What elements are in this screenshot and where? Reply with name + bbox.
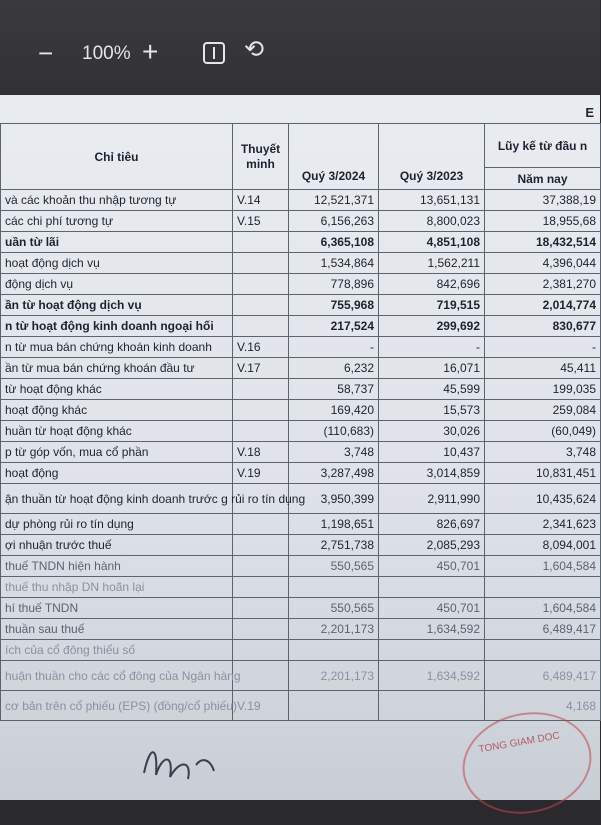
table-row (1, 316, 601, 337)
table-row (1, 556, 601, 577)
row-value-q3-2024 (289, 577, 379, 598)
table-row (1, 421, 601, 442)
row-label: ợi nhuận trước thuế (1, 535, 233, 556)
row-value-cumulative: 1,604,584 (485, 598, 601, 619)
table-row (1, 253, 601, 274)
row-label: cơ bản trên cổ phiếu (EPS) (đồng/cổ phiếu) (1, 691, 233, 721)
row-value-cumulative: 259,084 (485, 400, 601, 421)
row-note (233, 295, 289, 316)
row-value-q3-2023: 299,692 (379, 316, 485, 337)
row-note (233, 640, 289, 661)
row-label: uần từ lãi (1, 232, 233, 253)
row-label: p từ góp vốn, mua cổ phần (1, 442, 233, 463)
table-row (1, 211, 601, 232)
row-note (233, 379, 289, 400)
row-label: từ hoạt động khác (1, 379, 233, 400)
row-label: hí thuế TNDN (1, 598, 233, 619)
row-value-q3-2024: 3,287,498 (289, 463, 379, 484)
table-row (1, 661, 601, 691)
table-row (1, 619, 601, 640)
row-value-q3-2024: 1,198,651 (289, 514, 379, 535)
row-label: thuần sau thuế (1, 619, 233, 640)
row-value-q3-2023: 450,701 (379, 598, 485, 619)
row-value-cumulative: 2,014,774 (485, 295, 601, 316)
zoom-out-button[interactable]: − (38, 38, 54, 68)
row-label: các chi phí tương tự (1, 211, 233, 232)
row-value-q3-2023: 450,701 (379, 556, 485, 577)
row-value-cumulative: 10,435,624 (485, 484, 601, 514)
row-value-cumulative: 10,831,451 (485, 463, 601, 484)
row-value-cumulative: 8,094,001 (485, 535, 601, 556)
row-label: ận thuần từ hoạt động kinh doanh trước g rủi ro tín dụng (1, 484, 233, 514)
row-value-q3-2024: 6,232 (289, 358, 379, 379)
row-label: ích của cổ đông thiểu số (1, 640, 233, 661)
row-value-cumulative: 37,388,19 (485, 190, 601, 211)
row-value-cumulative: - (485, 337, 601, 358)
row-value-q3-2023: 826,697 (379, 514, 485, 535)
row-value-q3-2024: 3,748 (289, 442, 379, 463)
row-value-q3-2023: - (379, 337, 485, 358)
row-value-cumulative: 6,489,417 (485, 661, 601, 691)
row-label: ần từ hoạt động dịch vụ (1, 295, 233, 316)
row-note: V.14 (233, 190, 289, 211)
row-value-q3-2023: 1,562,211 (379, 253, 485, 274)
row-value-q3-2023 (379, 577, 485, 598)
row-value-cumulative (485, 640, 601, 661)
row-note: V.15 (233, 211, 289, 232)
row-value-q3-2024: 6,156,263 (289, 211, 379, 232)
row-value-q3-2024: 550,565 (289, 556, 379, 577)
seal-text: TONG GIAM DOC (477, 730, 561, 756)
row-label: huận thuần cho các cổ đông của Ngân hàng (1, 661, 233, 691)
row-value-q3-2023: 3,014,859 (379, 463, 485, 484)
table-row (1, 535, 601, 556)
table-row (1, 577, 601, 598)
zoom-in-button[interactable]: + (142, 36, 159, 67)
rotate-icon[interactable]: ⟲ (244, 36, 265, 63)
row-value-cumulative: 3,748 (485, 442, 601, 463)
row-value-cumulative: 4,168 (485, 691, 601, 721)
table-row (1, 400, 601, 421)
row-value-q3-2024: (110,683) (289, 421, 379, 442)
row-value-q3-2024: 3,950,399 (289, 484, 379, 514)
row-note (233, 661, 289, 691)
table-row (1, 484, 601, 514)
income-statement-table (0, 123, 601, 721)
table-row (1, 598, 601, 619)
row-note (233, 577, 289, 598)
row-value-q3-2023: 719,515 (379, 295, 485, 316)
header-label: Chỉ tiêu (1, 124, 233, 190)
row-value-cumulative: 2,341,623 (485, 514, 601, 535)
row-value-q3-2023: 2,911,990 (379, 484, 485, 514)
row-value-cumulative: (60,049) (485, 421, 601, 442)
row-label: n từ hoạt động kinh doanh ngoại hối (1, 316, 233, 337)
table-row (1, 379, 601, 400)
table-row (1, 463, 601, 484)
row-note: V.18 (233, 442, 289, 463)
row-value-q3-2023: 1,634,592 (379, 661, 485, 691)
row-label: hoạt động dịch vụ (1, 253, 233, 274)
row-note: V.17 (233, 358, 289, 379)
row-note: V.19 (233, 463, 289, 484)
table-row (1, 358, 601, 379)
row-label: ần từ mua bán chứng khoán đầu tư (1, 358, 233, 379)
row-value-q3-2024: 550,565 (289, 598, 379, 619)
header-cumulative: Lũy kế từ đầu n (485, 124, 601, 168)
row-value-q3-2024: 6,365,108 (289, 232, 379, 253)
row-value-cumulative: 1,604,584 (485, 556, 601, 577)
pdf-viewer-toolbar (0, 0, 600, 95)
row-note (233, 421, 289, 442)
row-value-q3-2023: 10,437 (379, 442, 485, 463)
row-value-q3-2024: 2,201,173 (289, 619, 379, 640)
fit-page-icon[interactable] (203, 42, 225, 64)
header-q3-2023: Quý 3/2023 (379, 124, 485, 190)
row-note: V.19 (233, 691, 289, 721)
header-q3-2024: Quý 3/2024 (289, 124, 379, 190)
row-value-cumulative: 830,677 (485, 316, 601, 337)
zoom-level: 100% (82, 43, 131, 64)
row-value-q3-2023: 4,851,108 (379, 232, 485, 253)
row-value-q3-2023: 16,071 (379, 358, 485, 379)
row-value-q3-2024: 2,751,738 (289, 535, 379, 556)
row-value-q3-2023: 45,599 (379, 379, 485, 400)
row-value-q3-2024 (289, 691, 379, 721)
row-note (233, 316, 289, 337)
row-value-q3-2023: 842,696 (379, 274, 485, 295)
row-label: hoạt động khác (1, 400, 233, 421)
row-note (233, 400, 289, 421)
row-value-cumulative: 18,432,514 (485, 232, 601, 253)
row-value-cumulative: 2,381,270 (485, 274, 601, 295)
table-row (1, 514, 601, 535)
row-note (233, 253, 289, 274)
row-value-q3-2023: 15,573 (379, 400, 485, 421)
row-label: thuế TNDN hiện hành (1, 556, 233, 577)
table-row (1, 295, 601, 316)
row-value-q3-2023: 13,651,131 (379, 190, 485, 211)
table-row (1, 190, 601, 211)
table-row (1, 274, 601, 295)
table-row (1, 640, 601, 661)
row-note (233, 274, 289, 295)
row-label: huần từ hoạt động khác (1, 421, 233, 442)
row-label: và các khoản thu nhập tương tự (1, 190, 233, 211)
row-value-q3-2023 (379, 640, 485, 661)
row-note (233, 535, 289, 556)
row-value-q3-2024 (289, 640, 379, 661)
corner-text: E (585, 105, 594, 120)
row-label: dự phòng rủi ro tín dụng (1, 514, 233, 535)
row-label: động dịch vụ (1, 274, 233, 295)
header-note: Thuyết minh (233, 124, 289, 190)
row-note (233, 619, 289, 640)
row-note (233, 556, 289, 577)
row-value-q3-2024: 58,737 (289, 379, 379, 400)
row-note: V.16 (233, 337, 289, 358)
row-value-q3-2024: 778,896 (289, 274, 379, 295)
signature-mark (140, 735, 220, 785)
document-page (0, 95, 600, 800)
row-value-q3-2024: 2,201,173 (289, 661, 379, 691)
row-label: n từ mua bán chứng khoán kinh doanh (1, 337, 233, 358)
row-value-cumulative: 4,396,044 (485, 253, 601, 274)
table-row (1, 337, 601, 358)
row-value-cumulative: 199,035 (485, 379, 601, 400)
row-note (233, 598, 289, 619)
row-note (233, 514, 289, 535)
row-value-q3-2023: 1,634,592 (379, 619, 485, 640)
row-value-q3-2024: - (289, 337, 379, 358)
header-cumulative-sub: Năm nay (485, 168, 601, 190)
row-value-q3-2024: 755,968 (289, 295, 379, 316)
row-value-q3-2024: 217,524 (289, 316, 379, 337)
row-value-cumulative: 18,955,68 (485, 211, 601, 232)
table-row (1, 232, 601, 253)
row-value-q3-2023: 30,026 (379, 421, 485, 442)
row-value-cumulative: 45,411 (485, 358, 601, 379)
row-value-q3-2024: 1,534,864 (289, 253, 379, 274)
row-value-cumulative: 6,489,417 (485, 619, 601, 640)
table-row (1, 442, 601, 463)
row-label: hoạt động (1, 463, 233, 484)
row-value-q3-2024: 169,420 (289, 400, 379, 421)
row-value-q3-2023: 2,085,293 (379, 535, 485, 556)
row-value-q3-2024: 12,521,371 (289, 190, 379, 211)
row-value-cumulative (485, 577, 601, 598)
row-label: thuế thu nhập DN hoãn lại (1, 577, 233, 598)
row-value-q3-2023: 8,800,023 (379, 211, 485, 232)
row-note (233, 232, 289, 253)
row-value-q3-2023 (379, 691, 485, 721)
